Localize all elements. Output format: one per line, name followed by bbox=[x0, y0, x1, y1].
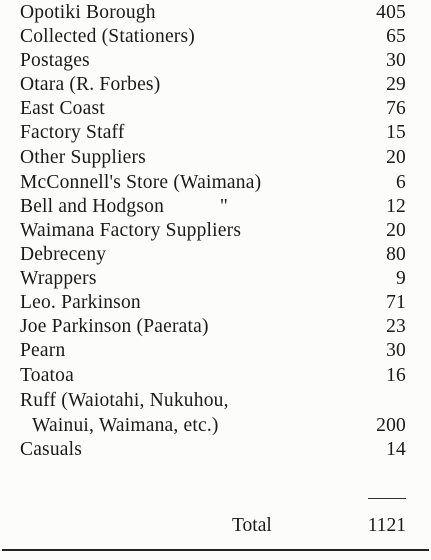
table-row bbox=[0, 291, 431, 315]
table-row bbox=[0, 171, 431, 195]
row-value: 29 bbox=[386, 74, 406, 95]
row-value: 9 bbox=[396, 268, 406, 289]
table-row bbox=[0, 25, 431, 49]
table-row bbox=[0, 219, 431, 243]
row-value: 30 bbox=[386, 340, 406, 361]
table-row bbox=[0, 195, 431, 219]
row-label: McConnell's Store (Waimana) bbox=[20, 172, 262, 193]
table-row bbox=[0, 267, 431, 291]
row-value: 12 bbox=[386, 196, 406, 217]
row-label: Toatoa bbox=[20, 365, 74, 386]
row-label: Other Suppliers bbox=[20, 147, 146, 168]
row-label: Collected (Stationers) bbox=[20, 26, 195, 47]
row-value: 71 bbox=[386, 292, 406, 313]
row-value: 16 bbox=[386, 365, 406, 386]
table-row bbox=[0, 339, 431, 363]
row-label: Opotiki Borough bbox=[20, 2, 156, 23]
row-label: Casuals bbox=[20, 439, 83, 460]
row-label: Wrappers bbox=[20, 268, 97, 289]
table-row bbox=[0, 364, 431, 388]
table-row bbox=[0, 121, 431, 145]
table-row bbox=[0, 414, 431, 438]
row-label: Otara (R. Forbes) bbox=[20, 74, 161, 95]
table-row bbox=[0, 49, 431, 73]
row-label: East Coast bbox=[20, 98, 105, 119]
row-value: 30 bbox=[386, 50, 406, 71]
row-value: 80 bbox=[386, 244, 406, 265]
row-label: Debreceny bbox=[20, 244, 107, 265]
sum-rule bbox=[368, 498, 406, 499]
row-label: Bell and Hodgson " bbox=[20, 196, 229, 217]
row-value: 6 bbox=[396, 172, 406, 193]
row-label: Leo. Parkinson bbox=[20, 292, 141, 313]
row-value: 65 bbox=[386, 26, 406, 47]
total-value: 1121 bbox=[367, 515, 406, 536]
row-label: Joe Parkinson (Paerata) bbox=[20, 316, 209, 337]
table-row bbox=[0, 438, 431, 462]
table-row bbox=[0, 389, 431, 413]
table-row bbox=[0, 146, 431, 170]
total-label: Total bbox=[232, 515, 272, 536]
row-label: Postages bbox=[20, 50, 90, 71]
row-value: 20 bbox=[386, 147, 406, 168]
table-row bbox=[0, 97, 431, 121]
row-label: Pearn bbox=[20, 340, 66, 361]
row-value: 15 bbox=[386, 122, 406, 143]
row-label: Waimana Factory Suppliers bbox=[20, 220, 242, 241]
row-value: 23 bbox=[386, 316, 406, 337]
table-row bbox=[0, 315, 431, 339]
row-value: 20 bbox=[386, 220, 406, 241]
row-value: 76 bbox=[386, 98, 406, 119]
row-value: 405 bbox=[376, 2, 406, 23]
row-label: Ruff (Waiotahi, Nukuhou, bbox=[20, 390, 229, 411]
row-label: Factory Staff bbox=[20, 122, 125, 143]
row-label: Wainui, Waimana, etc.) bbox=[32, 415, 219, 436]
row-value: 200 bbox=[376, 415, 406, 436]
table-row bbox=[0, 243, 431, 267]
table-row bbox=[0, 1, 431, 25]
row-value: 14 bbox=[386, 439, 406, 460]
bottom-rule bbox=[2, 549, 429, 551]
table-row bbox=[0, 73, 431, 97]
